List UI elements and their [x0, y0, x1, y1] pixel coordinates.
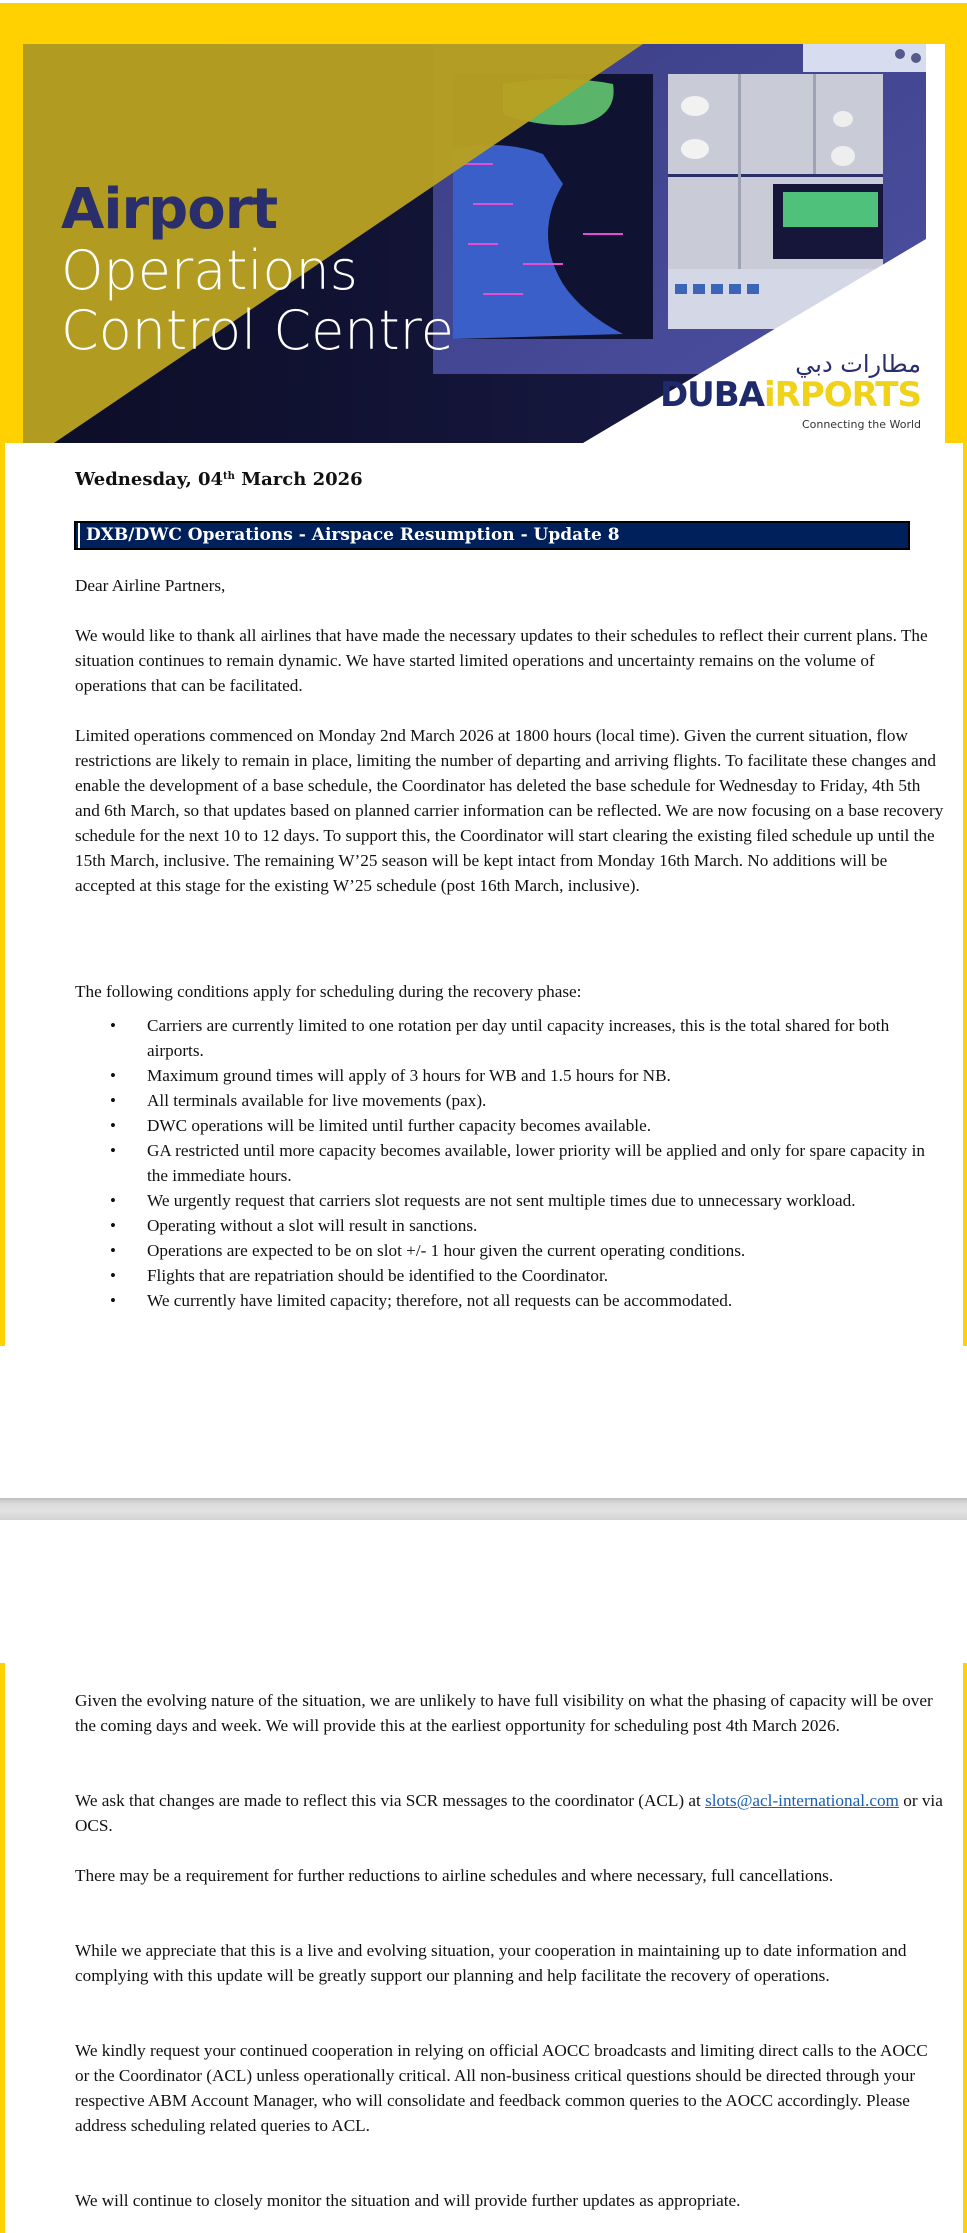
- page-frame-left: [0, 443, 5, 1346]
- condition-text: Flights that are repatriation should be identified to the Coordinator.: [147, 1266, 609, 1285]
- conditions-intro: The following conditions apply for scheduling during the recovery phase:: [75, 982, 582, 1001]
- paragraph-visibility: Given the evolving nature of the situation, we are unlikely to have full visibility on what the phasing of capacity will be over the coming days and week. We will provide this at the earliest opportunity for scheduling post 4th March 2026.: [75, 1691, 933, 1735]
- condition-item: [75, 1263, 945, 1288]
- condition-text: Operations are expected to be on slot +/- 1 hour given the current operating conditions.: [147, 1241, 746, 1260]
- page2-frame-left: [0, 1663, 5, 2233]
- condition-text: DWC operations will be limited until further capacity becomes available.: [147, 1116, 652, 1135]
- logo-arabic-text: مطارات دبي: [795, 350, 921, 378]
- date-month-year: March 2026: [234, 469, 363, 490]
- banner-title-control-centre: Control Centre: [61, 299, 454, 362]
- update-title-bar: [74, 521, 910, 550]
- condition-item: [75, 1188, 945, 1213]
- dubai-airports-logo: [651, 350, 921, 431]
- banner-title-airport: Airport: [61, 177, 278, 242]
- banner-frame-top: [0, 3, 967, 44]
- logo-wordmark: [651, 375, 921, 415]
- scr-text: We ask that changes are made to reflect this via SCR messages to the coordinator (ACL) at: [75, 1791, 706, 1810]
- condition-text: We currently have limited capacity; therefore, not all requests can be accommodated.: [147, 1291, 733, 1310]
- bullet-icon: •: [110, 1091, 116, 1110]
- date-ordinal: th: [223, 471, 235, 482]
- bullet-icon: •: [110, 1241, 116, 1260]
- bullet-icon: •: [110, 1016, 116, 1035]
- bullet-icon: •: [110, 1066, 116, 1085]
- condition-item: [75, 1288, 945, 1313]
- paragraph-limited-operations: Limited operations commenced on Monday 2nd March 2026 at 1800 hours (local time). Given the current situation, flow restrictions are likely to remain in place, limiting the number of departing and arriving flights. To facilitate these changes and enable the development of a base schedule, the Coordinator has deleted the base schedule for Wednesday to Friday, 4th 5th and 6th March, so that updates based on planned carrier information can be reflected. We are now focusing on a base recovery schedule for the next 10 to 12 days. To support this, the Coordinator will start clearing the existing filed schedule up until the 15th March, inclusive. The remaining W’25 season will be kept intact from Monday 16th March. No additions will be accepted at this stage for the existing W’25 schedule (post 16th March, inclusive).: [75, 726, 944, 895]
- bullet-icon: •: [110, 1291, 116, 1310]
- condition-text: Carriers are currently limited to one rotation per day until capacity increases, this is the total shared for both airports.: [147, 1016, 890, 1060]
- bullet-icon: •: [110, 1116, 116, 1135]
- condition-item: [75, 1013, 945, 1063]
- condition-item: [75, 1238, 945, 1263]
- condition-text: We urgently request that carriers slot requests are not sent multiple times due to unnecessary workload.: [147, 1191, 856, 1210]
- conditions-list: [75, 1013, 945, 1313]
- date-day: Wednesday, 04: [75, 469, 224, 490]
- condition-text: GA restricted until more capacity becomes available, lower priority will be applied and only for spare capacity in the immediate hours.: [147, 1141, 925, 1185]
- paragraph-aocc-broadcasts: We kindly request your continued cooperation in relying on official AOCC broadcasts and limiting direct calls to the AOCC or the Coordinator (ACL) unless operationally critical. All non-business critical questions should be directed through your respective ABM Account Manager, who will consolidate and feedback common queries to the AOCC accordingly. Please address scheduling related queries to ACL.: [75, 2041, 928, 2135]
- aocc-banner-image: [23, 44, 926, 443]
- paragraph-reductions: There may be a requirement for further reductions to airline schedules and where necessary, full cancellations.: [75, 1866, 834, 1885]
- banner-frame-left: [0, 3, 23, 443]
- bullet-icon: •: [110, 1216, 116, 1235]
- condition-text: All terminals available for live movements (pax).: [147, 1091, 487, 1110]
- paragraph-cooperation: While we appreciate that this is a live and evolving situation, your cooperation in maintaining up to date information and complying with this update will be greatly support our planning and help facilitate the recovery of operations.: [75, 1941, 907, 1985]
- bullet-icon: •: [110, 1266, 116, 1285]
- logo-tagline: Connecting the World: [801, 417, 921, 431]
- scr-text-end: or via OCS.: [75, 1791, 943, 1835]
- page-frame-right: [963, 443, 967, 1346]
- salutation: Dear Airline Partners,: [75, 576, 226, 595]
- condition-item: [75, 1213, 945, 1238]
- condition-text: Maximum ground times will apply of 3 hours for WB and 1.5 hours for NB.: [147, 1066, 671, 1085]
- banner-title-operations: Operations: [61, 239, 358, 302]
- acl-email-link[interactable]: slots@acl-international.com: [705, 1791, 899, 1810]
- condition-item: [75, 1063, 945, 1088]
- bullet-icon: •: [110, 1141, 116, 1160]
- document-date: [75, 469, 363, 490]
- bullet-icon: •: [110, 1191, 116, 1210]
- condition-item: [75, 1088, 945, 1113]
- banner-heading: [61, 177, 454, 362]
- page2-frame-right: [963, 1663, 967, 2233]
- paragraph-thanks: We would like to thank all airlines that have made the necessary updates to their schedules to reflect their current plans. The situation continues to remain dynamic. We have started limited operations and uncertainty remains on the volume of operations that can be facilitated.: [75, 626, 928, 695]
- logo-airports: iRPORTS: [764, 375, 921, 415]
- update-title: DXB/DWC Operations - Airspace Resumption - Update 8: [86, 525, 620, 545]
- banner-frame-right: [945, 3, 967, 443]
- paragraph-scr-messages: [75, 1788, 945, 1838]
- banner-frame-gap: [926, 44, 945, 443]
- condition-text: Operating without a slot will result in sanctions.: [147, 1216, 478, 1235]
- condition-item: [75, 1113, 945, 1138]
- condition-item: [75, 1138, 945, 1188]
- paragraph-monitoring: We will continue to closely monitor the situation and will provide further updates as appropriate.: [75, 2191, 741, 2210]
- page-break-separator: [0, 1498, 967, 1520]
- logo-dub: DUBA: [659, 375, 764, 415]
